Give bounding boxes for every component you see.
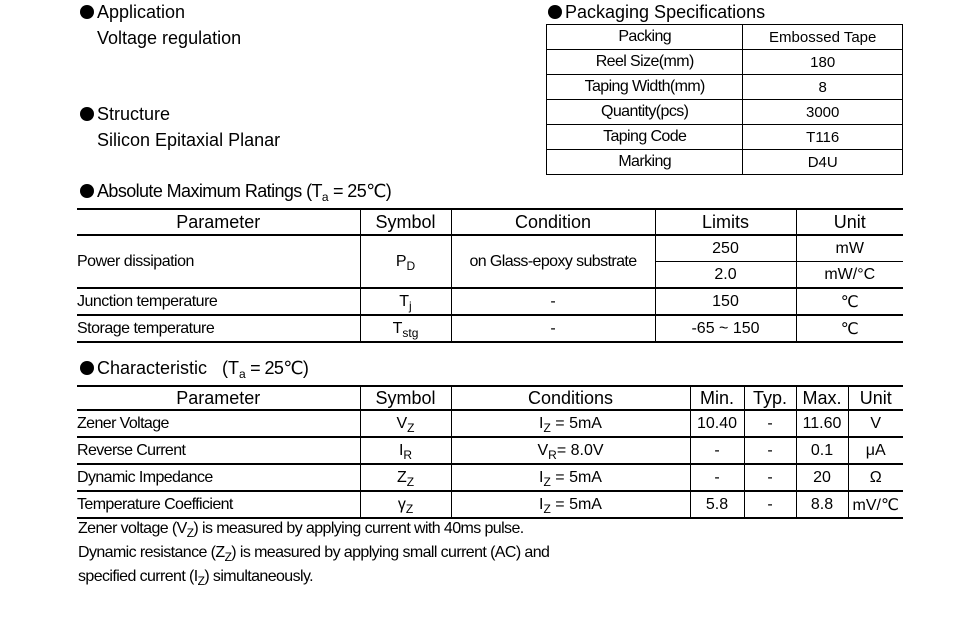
condition-cell	[451, 410, 690, 437]
symbol-sub: R	[403, 447, 413, 462]
symbol-main: T	[399, 292, 410, 310]
note-sub: Z	[197, 574, 205, 588]
symbol-main: I	[398, 441, 404, 459]
pack-value: 3000	[743, 100, 903, 125]
application-title: Application	[97, 2, 186, 22]
symbol-cell	[360, 315, 451, 342]
symbol-main: P	[395, 252, 407, 270]
cond-sub: Z	[543, 474, 551, 489]
param-cell: Zener Voltage	[77, 410, 360, 437]
chr-title-prefix: Characteristic	[97, 358, 208, 378]
col-header: Condition	[451, 209, 655, 235]
symbol-sub: D	[406, 258, 416, 273]
note-text: ) simultaneously.	[204, 568, 314, 585]
col-header: Parameter	[77, 386, 360, 410]
symbol-sub: Z	[405, 501, 414, 516]
col-header: Unit	[796, 209, 903, 235]
param-cell: Storage temperature	[77, 315, 360, 342]
cond-sub: Z	[543, 420, 551, 435]
max-cell: 0.1	[796, 437, 848, 464]
unit-cell: μA	[848, 437, 903, 464]
pack-value: 8	[743, 75, 903, 100]
cond-main: I	[539, 495, 544, 513]
limit-cell: 250	[655, 235, 796, 262]
col-header: Typ.	[744, 386, 796, 410]
application-text: Voltage regulation	[97, 28, 242, 48]
note-text: Zener voltage (V	[78, 520, 187, 537]
limit-cell: -65 ~ 150	[655, 315, 796, 342]
symbol-cell	[360, 288, 451, 315]
table-row	[77, 464, 903, 491]
table-row	[547, 25, 903, 50]
cond-tail: = 8.0V	[556, 441, 604, 459]
symbol-cell	[360, 491, 451, 518]
min-cell: 10.40	[690, 410, 744, 437]
amr-title-prefix: Absolute Maximum Ratings (T	[97, 181, 322, 201]
col-header: Parameter	[77, 209, 360, 235]
condition-cell	[451, 464, 690, 491]
symbol-sub: stg	[402, 325, 419, 340]
unit-cell: mV/℃	[848, 491, 903, 518]
cond-tail: = 5mA	[550, 495, 602, 513]
note-text: specified current (I	[78, 568, 198, 585]
chr-title-sub: a	[239, 367, 246, 381]
condition-cell	[451, 491, 690, 518]
min-cell: -	[690, 464, 744, 491]
packaging-title: Packaging Specifications	[565, 2, 766, 22]
cond-sub: R	[548, 447, 557, 462]
pack-value: Embossed Tape	[743, 25, 903, 50]
table-row	[547, 125, 903, 150]
table-row	[77, 288, 903, 315]
symbol-cell	[360, 437, 451, 464]
condition-cell: on Glass-epoxy substrate	[451, 235, 655, 288]
unit-cell: ℃	[796, 315, 903, 342]
absolute-max-ratings-table	[77, 208, 903, 343]
param-cell: Junction temperature	[77, 288, 360, 315]
chr-title-paren: (T	[222, 358, 240, 378]
typ-cell: -	[744, 464, 796, 491]
pack-label: Taping Width(mm)	[547, 75, 743, 100]
param-cell: Dynamic Impedance	[77, 464, 360, 491]
param-cell: Power dissipation	[77, 235, 360, 288]
typ-cell: -	[744, 491, 796, 518]
packaging-table	[546, 24, 903, 175]
characteristic-heading	[80, 358, 308, 379]
cond-main: V	[537, 441, 549, 459]
note-sub: Z	[186, 526, 194, 540]
pack-label: Marking	[547, 150, 743, 175]
param-cell: Reverse Current	[77, 437, 360, 464]
bullet-icon	[80, 361, 94, 375]
condition-cell	[451, 437, 690, 464]
table-row	[77, 315, 903, 342]
col-header: Max.	[796, 386, 848, 410]
min-cell: -	[690, 437, 744, 464]
application-heading	[80, 2, 185, 23]
table-row	[77, 235, 903, 262]
characteristic-table	[77, 385, 903, 519]
bullet-icon	[80, 184, 94, 198]
col-header: Symbol	[360, 209, 451, 235]
note-dynamic-resistance	[78, 544, 549, 562]
col-header: Limits	[655, 209, 796, 235]
note-specified-current	[78, 568, 313, 586]
bullet-icon	[548, 5, 562, 19]
col-header: Min.	[690, 386, 744, 410]
unit-cell: Ω	[848, 464, 903, 491]
symbol-cell	[360, 464, 451, 491]
amr-title-sub: a	[321, 190, 329, 204]
symbol-main: T	[392, 319, 403, 337]
note-zener-voltage	[78, 520, 524, 538]
typ-cell: -	[744, 410, 796, 437]
cond-main: I	[539, 414, 544, 432]
cond-tail: = 5mA	[550, 414, 602, 432]
table-row	[547, 150, 903, 175]
limit-cell: 150	[655, 288, 796, 315]
table-header-row	[77, 386, 903, 410]
limit-cell: 2.0	[655, 262, 796, 289]
table-row	[547, 75, 903, 100]
cond-sub: Z	[543, 501, 551, 516]
symbol-main: Z	[396, 468, 407, 486]
symbol-main: V	[396, 414, 408, 432]
symbol-main: γ	[397, 495, 406, 513]
pack-label: Reel Size(mm)	[547, 50, 743, 75]
unit-cell: mW/°C	[796, 262, 903, 289]
symbol-cell	[360, 235, 451, 288]
max-cell: 11.60	[796, 410, 848, 437]
note-text: ) is measured by applying small current (AC) and	[231, 544, 550, 561]
symbol-cell	[360, 410, 451, 437]
packaging-heading	[548, 2, 765, 23]
chr-title-suffix: = 25℃)	[245, 358, 309, 378]
max-cell: 8.8	[796, 491, 848, 518]
cond-tail: = 5mA	[550, 468, 602, 486]
table-row	[547, 50, 903, 75]
cond-main: I	[539, 468, 544, 486]
structure-heading	[80, 104, 170, 125]
min-cell: 5.8	[690, 491, 744, 518]
table-row	[547, 100, 903, 125]
bullet-icon	[80, 5, 94, 19]
table-row	[77, 491, 903, 518]
pack-label: Quantity(pcs)	[547, 100, 743, 125]
unit-cell: mW	[796, 235, 903, 262]
pack-label: Taping Code	[547, 125, 743, 150]
table-header-row	[77, 209, 903, 235]
structure-title: Structure	[97, 104, 171, 124]
table-row	[77, 437, 903, 464]
pack-label: Packing	[547, 25, 743, 50]
col-header: Unit	[848, 386, 903, 410]
max-cell: 20	[796, 464, 848, 491]
unit-cell: ℃	[796, 288, 903, 315]
param-cell: Temperature Coefficient	[77, 491, 360, 518]
amr-heading	[80, 181, 391, 202]
unit-cell: V	[848, 410, 903, 437]
amr-title-suffix: = 25℃)	[328, 181, 392, 201]
structure-text: Silicon Epitaxial Planar	[97, 130, 281, 150]
symbol-sub: j	[409, 298, 412, 313]
note-text: ) is measured by applying current with 40ms pulse.	[193, 520, 524, 537]
pack-value: D4U	[743, 150, 903, 175]
col-header: Symbol	[360, 386, 451, 410]
pack-value: 180	[743, 50, 903, 75]
note-text: Dynamic resistance (Z	[78, 544, 225, 561]
col-header: Conditions	[451, 386, 690, 410]
symbol-sub: Z	[407, 420, 415, 435]
table-row	[77, 410, 903, 437]
pack-value: T116	[743, 125, 903, 150]
note-sub: Z	[224, 550, 232, 564]
condition-cell: -	[451, 315, 655, 342]
typ-cell: -	[744, 437, 796, 464]
symbol-sub: Z	[406, 474, 415, 489]
bullet-icon	[80, 107, 94, 121]
condition-cell: -	[451, 288, 655, 315]
